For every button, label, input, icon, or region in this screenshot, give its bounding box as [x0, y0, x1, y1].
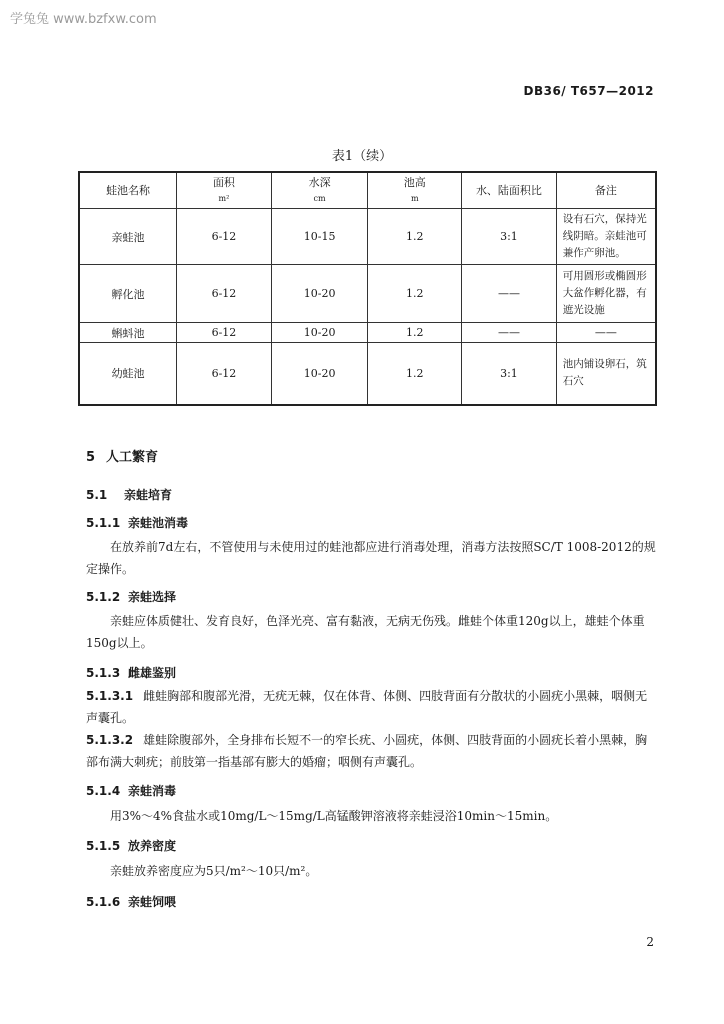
cell-ratio: 3:1 [462, 209, 557, 265]
section-5-1-2-heading: 5.1.2 亲蛙选择 [86, 590, 177, 604]
cell-name: 幼蛙池 [79, 343, 177, 405]
clause-5-1-3-2-num: 5.1.3.2 [86, 733, 134, 747]
cell-area: 6-12 [177, 343, 272, 405]
watermark-text: 学兔兔 www.bzfxw.com [10, 12, 157, 27]
clause-5-1-3-1-num: 5.1.3.1 [86, 689, 134, 703]
header-ratio: 水、陆面积比 [462, 172, 557, 209]
header-depth-unit: cm [313, 193, 326, 203]
header-height-unit: m [410, 193, 419, 203]
page-number: 2 [646, 935, 654, 949]
header-area-unit: m² [218, 193, 230, 203]
cell-area: 6-12 [177, 209, 272, 265]
header-area: 面积 m² [177, 172, 272, 209]
section-5-1-6-heading: 5.1.6 亲蛙饲喂 [86, 895, 177, 909]
header-depth: 水深 cm [271, 172, 368, 209]
cell-depth: 10-20 [271, 343, 368, 405]
section-5-1-heading: 5.1 亲蛙培育 [86, 488, 173, 502]
cell-note: 池内铺设卵石，筑石穴 [556, 343, 656, 405]
cell-note: 可用圆形或椭圆形大盆作孵化器，有遮光设施 [556, 265, 656, 323]
cell-height: 1.2 [368, 343, 462, 405]
section-5-1-2-text: 亲蛙应体质健壮、发育良好，色泽光亮、富有黏液，无病无伤残。雌蛙个体重120g以上，雄蛙个体重150g以上。 [86, 614, 645, 650]
section-5-1-1-heading: 5.1.1 亲蛙池消毒 [86, 516, 189, 530]
cell-ratio: 3:1 [462, 343, 557, 405]
cell-name: 蝌蚪池 [79, 323, 177, 343]
section-5-heading: 5 人工繁育 [86, 450, 159, 465]
section-5-1-3-2-text: 5.1.3.2 雄蛙除腹部外，全身排布长短不一的窄长疣、小圆疣，体侧、四肢背面的小圆疣长着小黑棘，胸部布满大刺疣；前肢第一指基部有膨大的婚瘤；咽侧有声囊孔。 [86, 733, 648, 769]
section-5-1-1-text: 在放养前7d左右，不管使用与未使用过的蛙池都应进行消毒处理，消毒方法按照SC/T 1008-2012的规定操作。 [86, 540, 656, 576]
section-5-1-3-1-text: 5.1.3.1 雌蛙胸部和腹部光滑，无疣无棘，仅在体背、体侧、四肢背面有分散状的小圆疣小黑棘，咽侧无声囊孔。 [86, 689, 648, 725]
cell-height: 1.2 [368, 209, 462, 265]
cell-area: 6-12 [177, 323, 272, 343]
cell-ratio: —— [462, 265, 557, 323]
section-5-1-5-text: 亲蛙放养密度应为5只/m²～10只/m²。 [110, 864, 318, 878]
cell-note: 设有石穴，保持光线阴暗。亲蛙池可兼作产卵池。 [556, 209, 656, 265]
cell-name: 亲蛙池 [79, 209, 177, 265]
header-name: 蛙池名称 [79, 172, 177, 209]
standard-code: DB36/ T657—2012 [523, 84, 654, 98]
section-5-1-3-heading: 5.1.3 雌雄鉴别 [86, 666, 177, 680]
table-row [79, 343, 656, 405]
cell-note: —— [556, 323, 656, 343]
cell-depth: 10-20 [271, 265, 368, 323]
header-height: 池高 m [368, 172, 462, 209]
table-row [79, 323, 656, 343]
table-row [79, 265, 656, 323]
header-note: 备注 [556, 172, 656, 209]
section-5-1-5-heading: 5.1.5 放养密度 [86, 839, 177, 853]
cell-depth: 10-20 [271, 323, 368, 343]
table-caption: 表1（续） [331, 149, 393, 164]
section-5-1-4-text: 用3%～4%食盐水或10mg/L～15mg/L高锰酸钾溶液将亲蛙浸浴10min～15min。 [110, 809, 558, 823]
cell-depth: 10-15 [271, 209, 368, 265]
section-5-1-4-heading: 5.1.4 亲蛙消毒 [86, 784, 177, 798]
pond-spec-table [78, 171, 657, 406]
cell-height: 1.2 [368, 323, 462, 343]
table-row [79, 209, 656, 265]
cell-name: 孵化池 [79, 265, 177, 323]
table-header-row [79, 172, 656, 209]
cell-ratio: —— [462, 323, 557, 343]
cell-height: 1.2 [368, 265, 462, 323]
cell-area: 6-12 [177, 265, 272, 323]
